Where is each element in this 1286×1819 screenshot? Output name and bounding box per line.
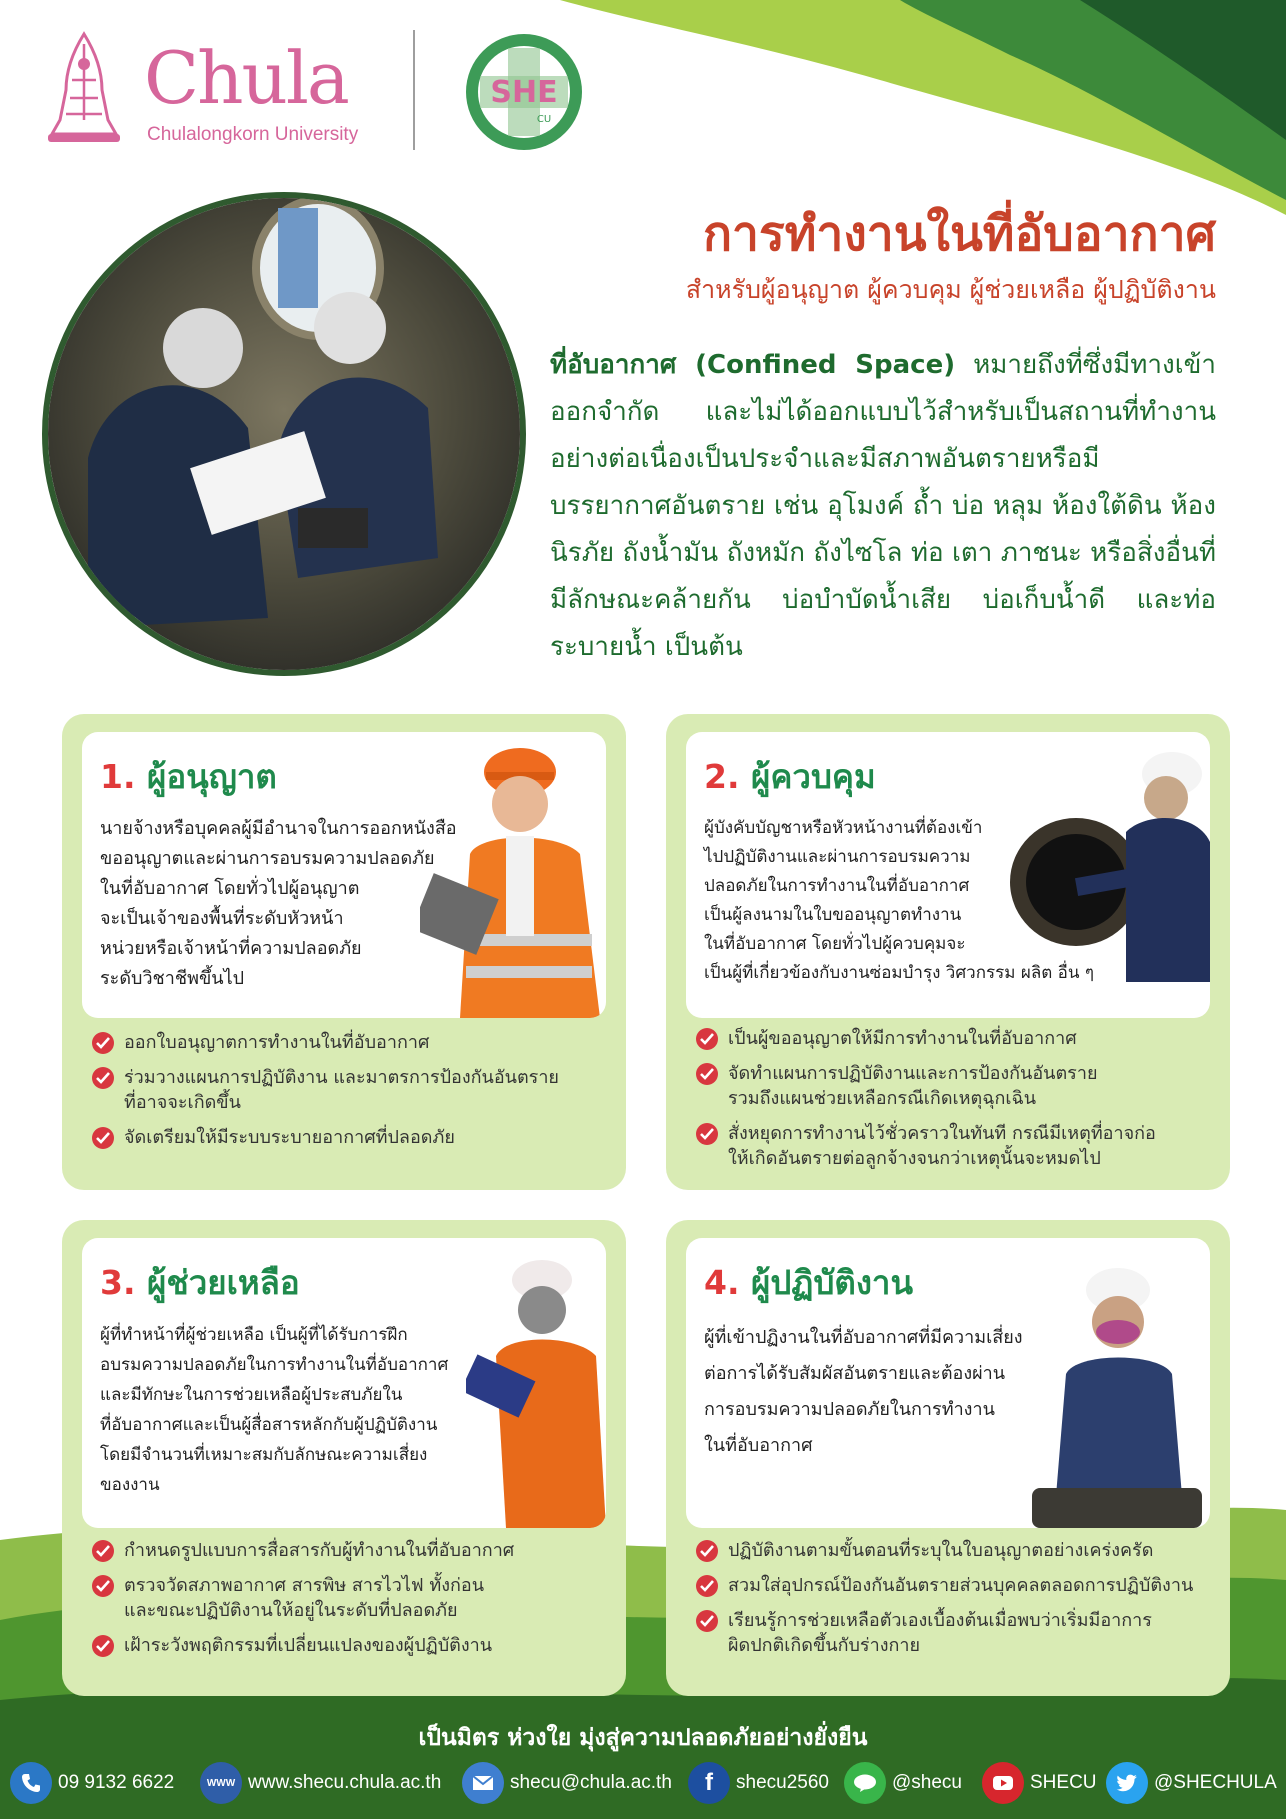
card-rescuer-duties — [92, 1538, 612, 1668]
card-worker-title: 4. ผู้ปฏิบัติงาน — [704, 1263, 914, 1302]
chula-logo-subtitle: Chulalongkorn University — [147, 124, 359, 145]
card-rescuer-title: 3. ผู้ช่วยเหลือ — [100, 1263, 300, 1302]
she-logo-small-text: CU — [536, 114, 552, 125]
contact-line-text: @shecu — [892, 1772, 962, 1793]
card-supervisor-title: 2. ผู้ควบคุม — [704, 757, 876, 796]
contact-website[interactable] — [200, 1760, 441, 1806]
intro-lead: ที่อับอากาศ (Confined Space) — [550, 350, 956, 380]
contact-youtube[interactable] — [982, 1760, 1097, 1806]
phone-icon — [10, 1762, 52, 1804]
intro-paragraph — [550, 342, 1216, 671]
contact-phone-text: 09 9132 6622 — [58, 1772, 175, 1793]
check-icon — [92, 1540, 114, 1562]
card-rescuer-panel — [82, 1238, 606, 1528]
card-permitter-panel — [82, 732, 606, 1018]
list-item: เฝ้าระวังพฤติกรรมที่เปลี่ยนแปลงของผู้ปฏิบัติงาน — [92, 1633, 612, 1658]
globe-icon: WWW — [200, 1762, 242, 1804]
contact-email[interactable] — [462, 1760, 672, 1806]
check-icon — [92, 1067, 114, 1089]
list-item: สั่งหยุดการทำงานไว้ชั่วคราวในทันที กรณีมีเหตุที่อาจก่อ ให้เกิดอันตรายต่อลูกจ้างจนกว่าเหตุนั้นจะหมดไป — [696, 1121, 1216, 1171]
list-item: เรียนรู้การช่วยเหลือตัวเองเบื้องต้นเมื่อพบว่าเริ่มมีอาการ ผิดปกติเกิดขึ้นกับร่างกาย — [696, 1608, 1226, 1658]
card-supervisor-description: ผู้บังคับบัญชาหรือหัวหน้างานที่ต้องเข้า ไปปฏิบัติงานและผ่านการอบรมความ ปลอดภัยในการทำงานในที่อับอากาศ เป็นผู้ลงนามในใบขออนุญาตทำงาน ในที่อับอากาศ โดยทั่วไปผู้ควบคุมจะ เป็นผู้ที่เกี่ยวข้องกับงานซ่อมบำรุง วิศวกรรม ผลิต อื่น ๆ — [704, 818, 1095, 983]
page-subtitle: สำหรับผู้อนุญาต ผู้ควบคุม ผู้ช่วยเหลือ ผู้ปฏิบัติงาน — [685, 275, 1216, 304]
check-icon — [92, 1032, 114, 1054]
list-item: ตรวจวัดสภาพอากาศ สารพิษ สารไวไฟ ทั้งก่อน และขณะปฏิบัติงานให้อยู่ในระดับที่ปลอดภัย — [92, 1573, 612, 1623]
card-supervisor-duties — [696, 1026, 1216, 1181]
header-divider — [413, 30, 415, 150]
card-permitter-duties — [92, 1030, 612, 1160]
check-icon — [696, 1063, 718, 1085]
contact-email-text: shecu@chula.ac.th — [510, 1772, 672, 1793]
contact-website-text: www.shecu.chula.ac.th — [248, 1772, 442, 1793]
contact-youtube-text: SHECU — [1030, 1772, 1097, 1793]
check-icon — [696, 1610, 718, 1632]
card-supervisor — [666, 714, 1230, 1190]
card-rescuer — [62, 1220, 626, 1696]
list-item: กำหนดรูปแบบการสื่อสารกับผู้ทำงานในที่อับอากาศ — [92, 1538, 612, 1563]
card-permitter-title: 1. ผู้อนุญาต — [100, 757, 277, 796]
intro-body: หมายถึงที่ซึ่งมีทางเข้าออกจำกัด และไม่ได้ออกแบบไว้สำหรับเป็นสถานที่ทำงานอย่างต่อเนื่องเป็นประจำและมีสภาพอันตรายหรือมีบรรยากาศอันตราย เช่น อุโมงค์ ถ้ำ บ่อ หลุม ห้องใต้ดิน ห้องนิรภัย ถังน้ำมัน ถังหมัก ถังไซโล ท่อ เตา ภาชนะ หรือสิ่งอื่นที่มีลักษณะคล้ายกัน บ่อบำบัดน้ำเสีย บ่อเก็บน้ำดี และท่อระบายน้ำ เป็นต้น — [550, 350, 1216, 662]
twitter-icon — [1106, 1762, 1148, 1804]
check-icon — [696, 1540, 718, 1562]
facebook-icon: f — [688, 1762, 730, 1804]
card-permitter — [62, 714, 626, 1190]
check-icon — [92, 1127, 114, 1149]
contact-phone[interactable] — [10, 1760, 174, 1806]
card-worker-duties — [696, 1538, 1226, 1668]
contact-facebook[interactable] — [688, 1760, 829, 1806]
worker-rescuer-image — [466, 1256, 606, 1528]
check-icon — [696, 1123, 718, 1145]
list-item: จัดเตรียมให้มีระบบระบายอากาศที่ปลอดภัย — [92, 1125, 612, 1150]
list-item: ออกใบอนุญาตการทำงานในที่อับอากาศ — [92, 1030, 612, 1055]
list-item: ร่วมวางแผนการปฏิบัติงาน และมาตรการป้องกันอันตราย ที่อาจจะเกิดขึ้น — [92, 1065, 612, 1115]
contact-line[interactable] — [844, 1760, 962, 1806]
mail-icon — [462, 1762, 504, 1804]
confined-space-photo — [42, 192, 526, 676]
check-icon — [696, 1575, 718, 1597]
contact-twitter-text: @SHECHULA — [1154, 1772, 1277, 1793]
footer-slogan: เป็นมิตร ห่วงใย มุ่งสู่ความปลอดภัยอย่างยั่งยืน — [418, 1725, 868, 1751]
worker-orange-vest-image — [420, 744, 600, 1018]
chula-emblem-icon — [44, 30, 124, 150]
card-worker-description: ผู้ที่เข้าปฏิงานในที่อับอากาศที่มีความเสี่ยง ต่อการได้รับสัมผัสอันตรายและต้องผ่าน การอบรมความปลอดภัยในการทำงาน ในที่อับอากาศ — [704, 1327, 1023, 1456]
chula-logo — [44, 30, 374, 155]
list-item: เป็นผู้ขออนุญาตให้มีการทำงานในที่อับอากาศ — [696, 1026, 1216, 1051]
card-permitter-description: นายจ้างหรือบุคคลผู้มีอำนาจในการออกหนังสือ ขออนุญาตและผ่านการอบรมความปลอดภัย ในที่อับอากาศ โดยทั่วไปผู้อนุญาต จะเป็นเจ้าของพื้นที่ระดับหัวหน้า หน่วยหรือเจ้าหน้าที่ความปลอดภัย ระดับวิชาชีพขึ้นไป — [100, 818, 457, 989]
check-icon — [696, 1028, 718, 1050]
list-item: จัดทำแผนการปฏิบัติงานและการป้องกันอันตราย รวมถึงแผนช่วยเหลือกรณีเกิดเหตุฉุกเฉิน — [696, 1061, 1216, 1111]
card-supervisor-panel — [686, 732, 1210, 1018]
contact-bar — [10, 1760, 1280, 1806]
contact-twitter[interactable] — [1106, 1760, 1277, 1806]
she-cu-logo-icon — [462, 30, 586, 154]
check-icon — [92, 1635, 114, 1657]
she-logo-text: SHE — [490, 75, 558, 110]
page-title: การทำงานในที่อับอากาศ — [702, 206, 1216, 262]
youtube-icon — [982, 1762, 1024, 1804]
list-item: ปฏิบัติงานตามขั้นตอนที่ระบุในใบอนุญาตอย่างเคร่งครัด — [696, 1538, 1226, 1563]
card-worker-panel — [686, 1238, 1210, 1528]
list-item: สวมใส่อุปกรณ์ป้องกันอันตรายส่วนบุคคลตลอดการปฏิบัติงาน — [696, 1573, 1226, 1598]
card-rescuer-description: ผู้ที่ทำหน้าที่ผู้ช่วยเหลือ เป็นผู้ที่ได้รับการฝึก อบรมความปลอดภัยในการทำงานในที่อับอากาศ และมีทักษะในการช่วยเหลือผู้ประสบภัยใน ที่อับอากาศและเป็นผู้สื่อสารหลักกับผู้ปฏิบัติงาน โดยมีจำนวนที่เหมาะสมกับลักษณะความเสี่ยง ของงาน — [100, 1325, 449, 1495]
chula-logo-word: Chula — [144, 36, 348, 120]
worker-respirator-image — [1032, 1266, 1202, 1528]
card-worker — [666, 1220, 1230, 1696]
worker-manhole-image — [1006, 742, 1210, 982]
check-icon — [92, 1575, 114, 1597]
line-icon — [844, 1762, 886, 1804]
contact-facebook-text: shecu2560 — [736, 1772, 829, 1793]
